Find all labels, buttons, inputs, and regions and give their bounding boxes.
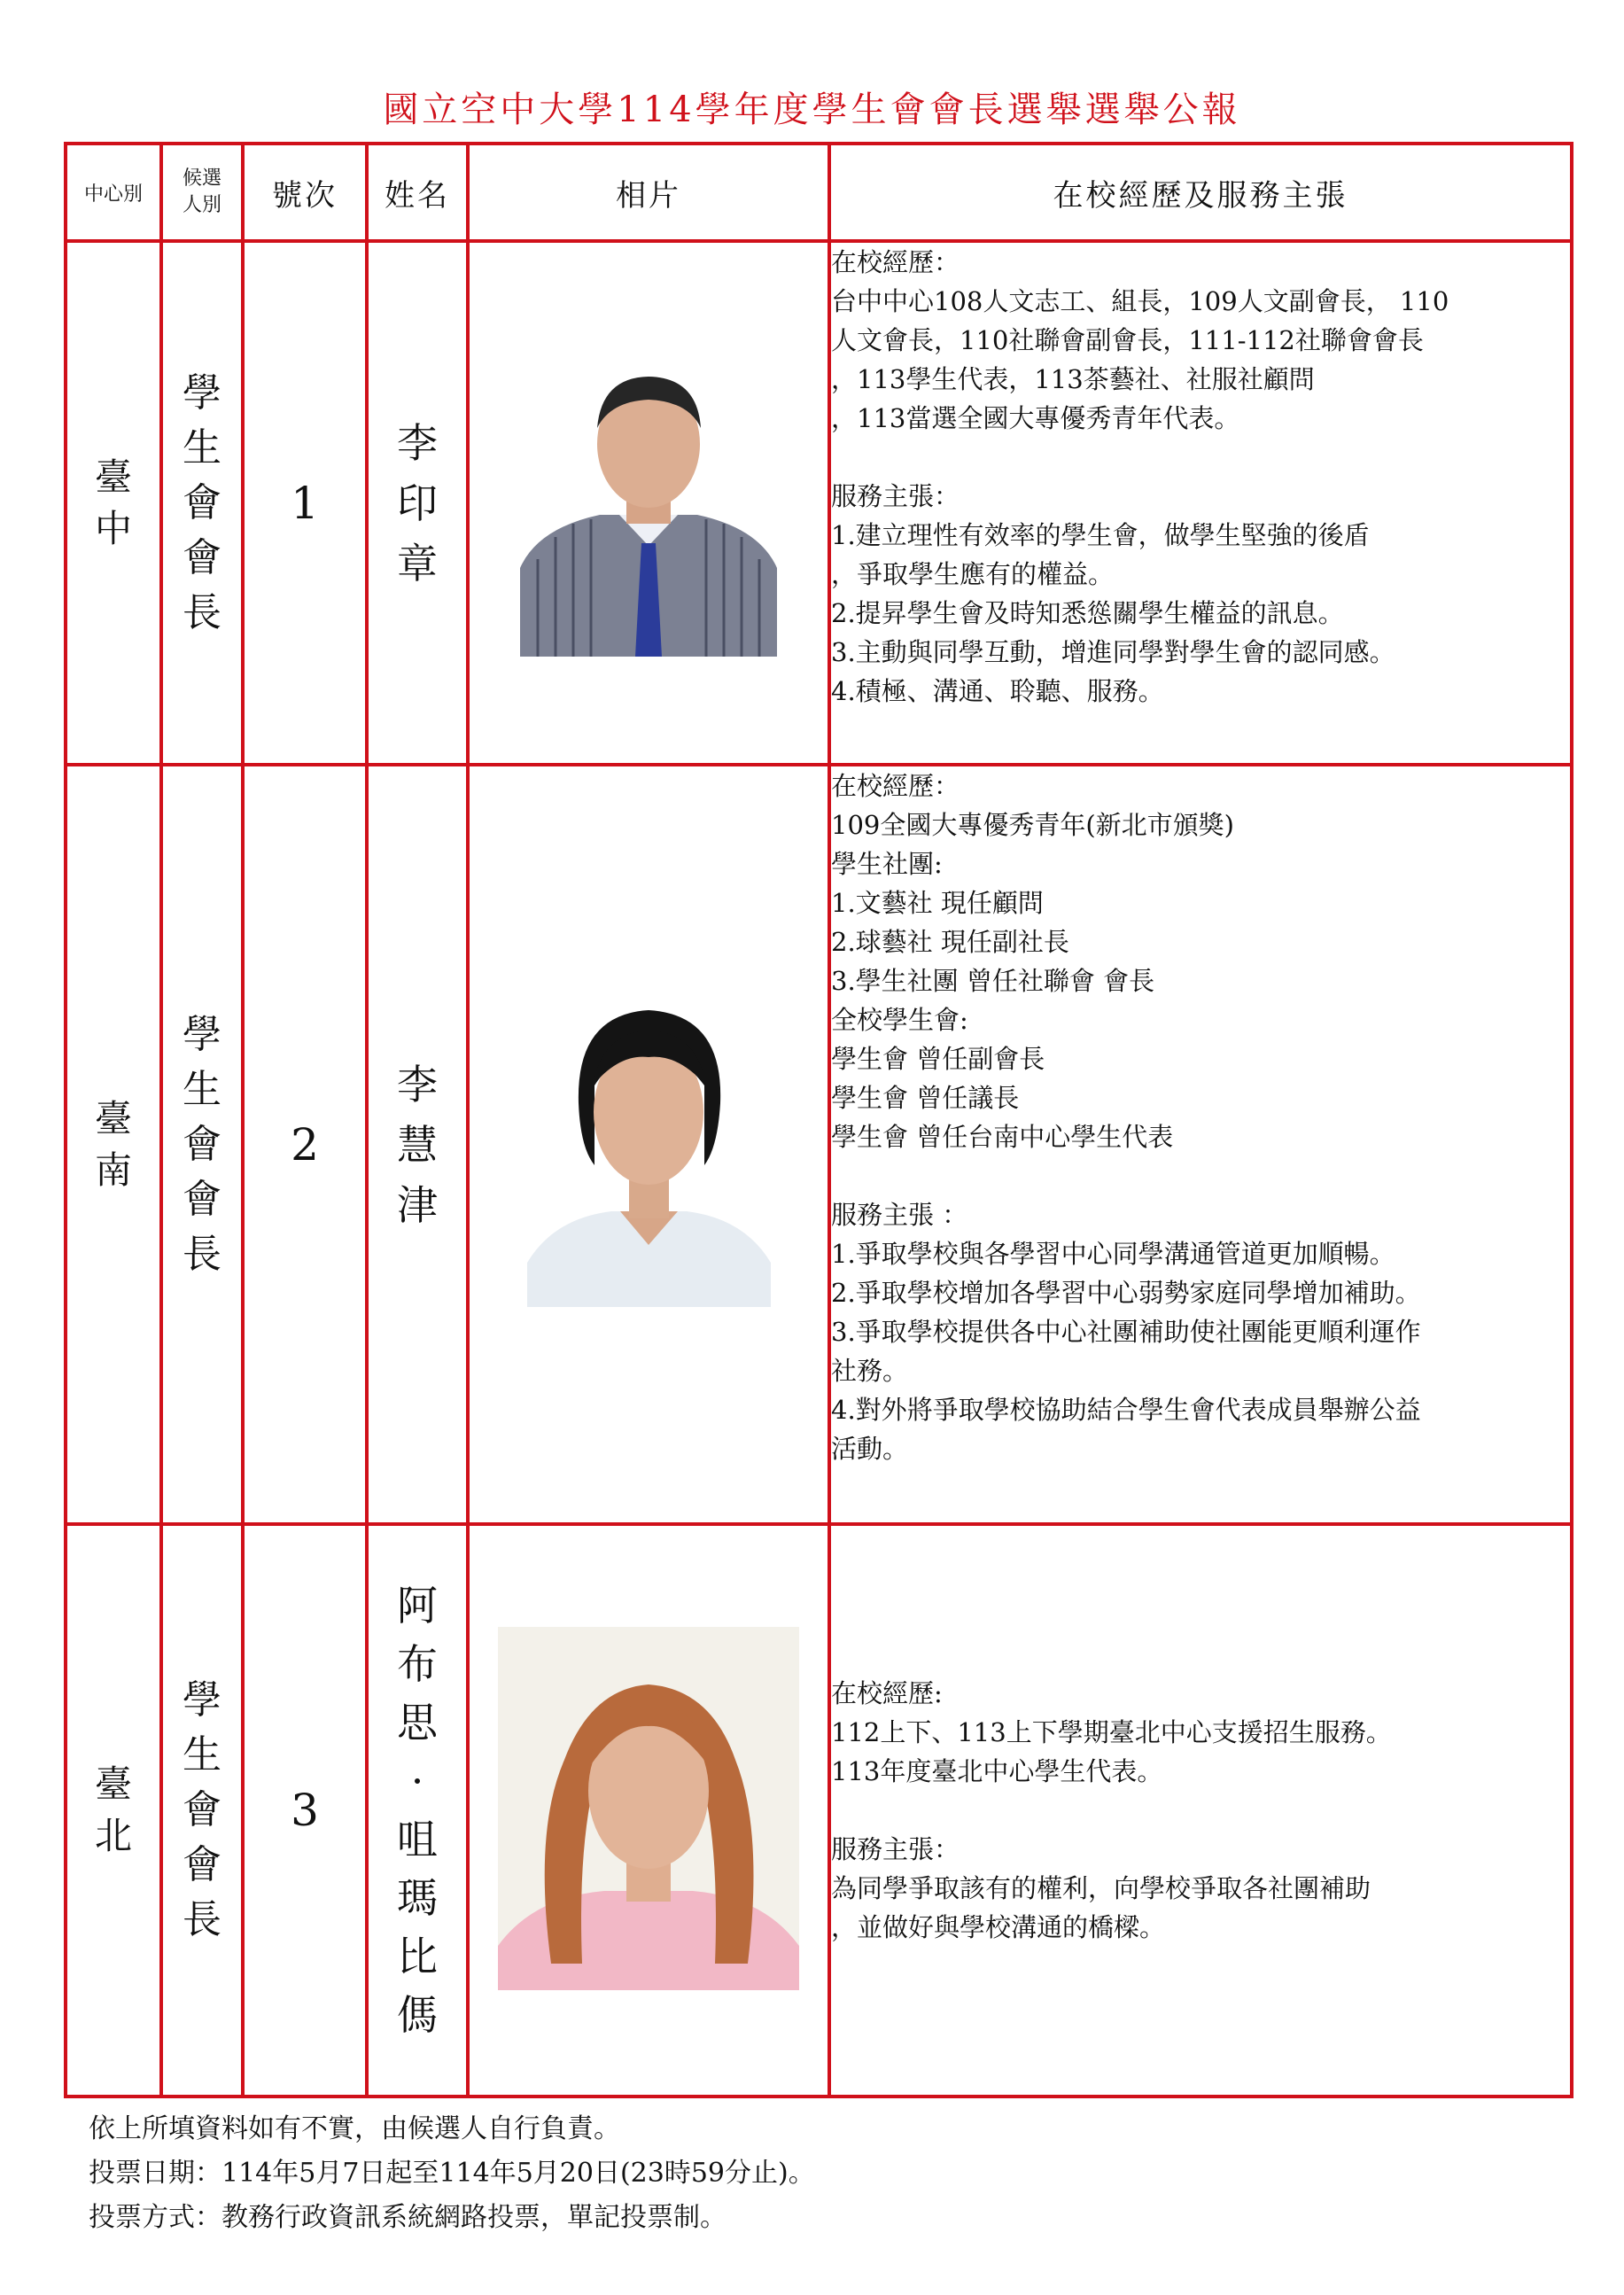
header-candidate-type bbox=[161, 144, 243, 241]
header-type-line: 候選 bbox=[182, 167, 221, 191]
candidate-row bbox=[66, 765, 1572, 1524]
footer-notes bbox=[89, 2107, 815, 2240]
center-cell bbox=[66, 1524, 161, 2097]
info-line: 1.爭取學校與各學習中心同學溝通管道更加順暢。 bbox=[831, 1239, 1395, 1270]
header-name: 姓名 bbox=[367, 144, 468, 241]
center-char: 南 bbox=[94, 1148, 132, 1192]
header-type-line: 人別 bbox=[182, 194, 221, 217]
info-line: 4.對外將爭取學校協助結合學生會代表成員舉辦公益 bbox=[831, 1395, 1421, 1426]
info-line: 1.文藝社 現任顧問 bbox=[831, 888, 1044, 919]
info-line: 為同學爭取該有的權利，向學校爭取各社團補助 bbox=[831, 1872, 1371, 1903]
info-line: 3.學生社團 曾任社聯會 會長 bbox=[831, 966, 1155, 997]
info-cell bbox=[829, 1524, 1572, 2097]
name-char: 咀 bbox=[397, 1815, 438, 1863]
info-gap bbox=[831, 438, 1570, 477]
header-number: 號次 bbox=[243, 144, 367, 241]
info-line: 台中中心108人文志工、組長，109人文副會長， 110 bbox=[831, 286, 1449, 317]
center-char: 中 bbox=[94, 506, 132, 550]
name-char: 章 bbox=[397, 539, 438, 587]
info-line: 112上下、113上下學期臺北中心支援招生服務。 bbox=[831, 1716, 1392, 1747]
info-line: ，並做好與學校溝通的橋樑。 bbox=[831, 1911, 1166, 1942]
name-char: 比 bbox=[397, 1932, 438, 1980]
info-cell bbox=[829, 765, 1572, 1524]
info-line: 服務主張： bbox=[831, 1833, 960, 1864]
name-char: 印 bbox=[397, 478, 438, 527]
info-line: ，爭取學生應有的權益。 bbox=[831, 559, 1115, 590]
info-line: 2.球藝社 現任副社長 bbox=[831, 927, 1069, 958]
photo-cell bbox=[468, 765, 829, 1524]
info-line: ，113當選全國大專優秀青年代表。 bbox=[831, 403, 1240, 434]
info-line: 學生會 曾任副會長 bbox=[831, 1044, 1045, 1075]
candidate-type-cell bbox=[161, 1524, 243, 2097]
info-line: 社務。 bbox=[831, 1356, 909, 1387]
name-char: 李 bbox=[397, 418, 438, 467]
info-line: 活動。 bbox=[831, 1434, 909, 1465]
header-center: 中心別 bbox=[66, 144, 161, 241]
info-line: 在校經歷： bbox=[831, 771, 960, 802]
type-char: 學 bbox=[183, 1011, 221, 1057]
info-line: 在校經歷： bbox=[831, 247, 960, 278]
info-line: ，113學生代表，113茶藝社、社服社顧問 bbox=[831, 364, 1315, 395]
center-cell bbox=[66, 241, 161, 765]
info-line: 在校經歷: bbox=[831, 1677, 943, 1708]
name-char: 李 bbox=[397, 1060, 438, 1109]
portrait-man-suit bbox=[520, 346, 777, 657]
info-line: 3.爭取學校提供各中心社團補助使社團能更順利運作 bbox=[831, 1317, 1421, 1348]
info-line: 學生會 曾任台南中心學生代表 bbox=[831, 1122, 1174, 1153]
bulletin-title: 國立空中大學114學年度學生會會長選舉選舉公報 bbox=[383, 89, 1241, 130]
type-char: 生 bbox=[183, 424, 221, 471]
number-cell: 3 bbox=[243, 1524, 367, 2097]
info-line: 服務主張： bbox=[831, 481, 960, 512]
info-line: 2.提昇學生會及時知悉慫關學生權益的訊息。 bbox=[831, 598, 1344, 629]
candidate-table bbox=[64, 142, 1573, 2098]
candidate-type-cell bbox=[161, 241, 243, 765]
info-line: 2.爭取學校增加各學習中心弱勢家庭同學增加補助。 bbox=[831, 1278, 1421, 1309]
type-char: 長 bbox=[183, 589, 221, 635]
type-char: 生 bbox=[183, 1066, 221, 1112]
candidate-row bbox=[66, 241, 1572, 765]
center-char: 臺 bbox=[94, 455, 132, 499]
info-line: 3.主動與同學互動，增進同學對學生會的認同感。 bbox=[831, 637, 1395, 668]
type-char: 會 bbox=[183, 534, 221, 580]
type-char: 學 bbox=[183, 370, 221, 416]
info-line: 服務主張 ： bbox=[831, 1200, 968, 1231]
type-char: 長 bbox=[183, 1231, 221, 1277]
center-char: 北 bbox=[94, 1813, 132, 1857]
name-cell bbox=[367, 765, 468, 1524]
name-char: 阿 bbox=[397, 1581, 438, 1630]
name-char: 傌 bbox=[397, 1990, 438, 2039]
footer-line-voting-date: 投票日期：114年5月7日起至114年5月20日(23時59分止)。 bbox=[89, 2158, 815, 2189]
header-photo: 相片 bbox=[468, 144, 829, 241]
name-char: 布 bbox=[397, 1639, 438, 1688]
name-char: 瑪 bbox=[397, 1873, 438, 1922]
type-char: 會 bbox=[183, 1786, 221, 1832]
number-cell: 1 bbox=[243, 241, 367, 765]
footer-line-voting-method: 投票方式：教務行政資訊系統網路投票，單記投票制。 bbox=[89, 2202, 727, 2233]
type-char: 會 bbox=[183, 1841, 221, 1887]
info-line: 109全國大專優秀青年(新北市頒獎) bbox=[831, 810, 1234, 841]
info-line: 學生會 曾任議長 bbox=[831, 1083, 1020, 1114]
candidate-type-cell bbox=[161, 765, 243, 1524]
candidate-photo bbox=[520, 346, 777, 657]
candidate-photo bbox=[498, 1627, 799, 1990]
name-char: · bbox=[410, 1756, 424, 1805]
photo-cell bbox=[468, 241, 829, 765]
candidate-row bbox=[66, 1524, 1572, 2097]
photo-cell bbox=[468, 1524, 829, 2097]
name-cell bbox=[367, 1524, 468, 2097]
center-cell bbox=[66, 765, 161, 1524]
type-char: 會 bbox=[183, 1121, 221, 1167]
type-char: 會 bbox=[183, 479, 221, 525]
header-row bbox=[66, 144, 1572, 241]
footer-line-disclaimer: 依上所填資料如有不實，由候選人自行負責。 bbox=[89, 2113, 620, 2144]
type-char: 長 bbox=[183, 1896, 221, 1942]
info-line: 人文會長，110社聯會副會長，111-112社聯會會長 bbox=[831, 325, 1424, 356]
info-gap bbox=[831, 1791, 1570, 1830]
type-char: 會 bbox=[183, 1176, 221, 1222]
info-line: 學生社團: bbox=[831, 849, 943, 880]
candidate-photo bbox=[527, 979, 771, 1307]
info-cell bbox=[829, 241, 1572, 765]
name-cell bbox=[367, 241, 468, 765]
info-gap bbox=[831, 1156, 1570, 1195]
center-char: 臺 bbox=[94, 1096, 132, 1140]
info-line: 全校學生會: bbox=[831, 1005, 968, 1036]
info-line: 4.積極、溝通、聆聽、服務。 bbox=[831, 676, 1164, 707]
center-char: 臺 bbox=[94, 1762, 132, 1806]
name-char: 慧 bbox=[397, 1120, 438, 1169]
info-line: 1.建立理性有效率的學生會，做學生堅強的後盾 bbox=[831, 520, 1370, 551]
portrait-woman-long-hair bbox=[498, 1627, 799, 1990]
info-line: 113年度臺北中心學生代表。 bbox=[831, 1755, 1163, 1786]
portrait-woman-short-hair bbox=[527, 979, 771, 1307]
name-char: 思 bbox=[397, 1698, 438, 1747]
type-char: 學 bbox=[183, 1677, 221, 1723]
header-info: 在校經歷及服務主張 bbox=[829, 144, 1572, 241]
name-char: 津 bbox=[397, 1180, 438, 1229]
number-cell: 2 bbox=[243, 765, 367, 1524]
type-char: 生 bbox=[183, 1731, 221, 1778]
